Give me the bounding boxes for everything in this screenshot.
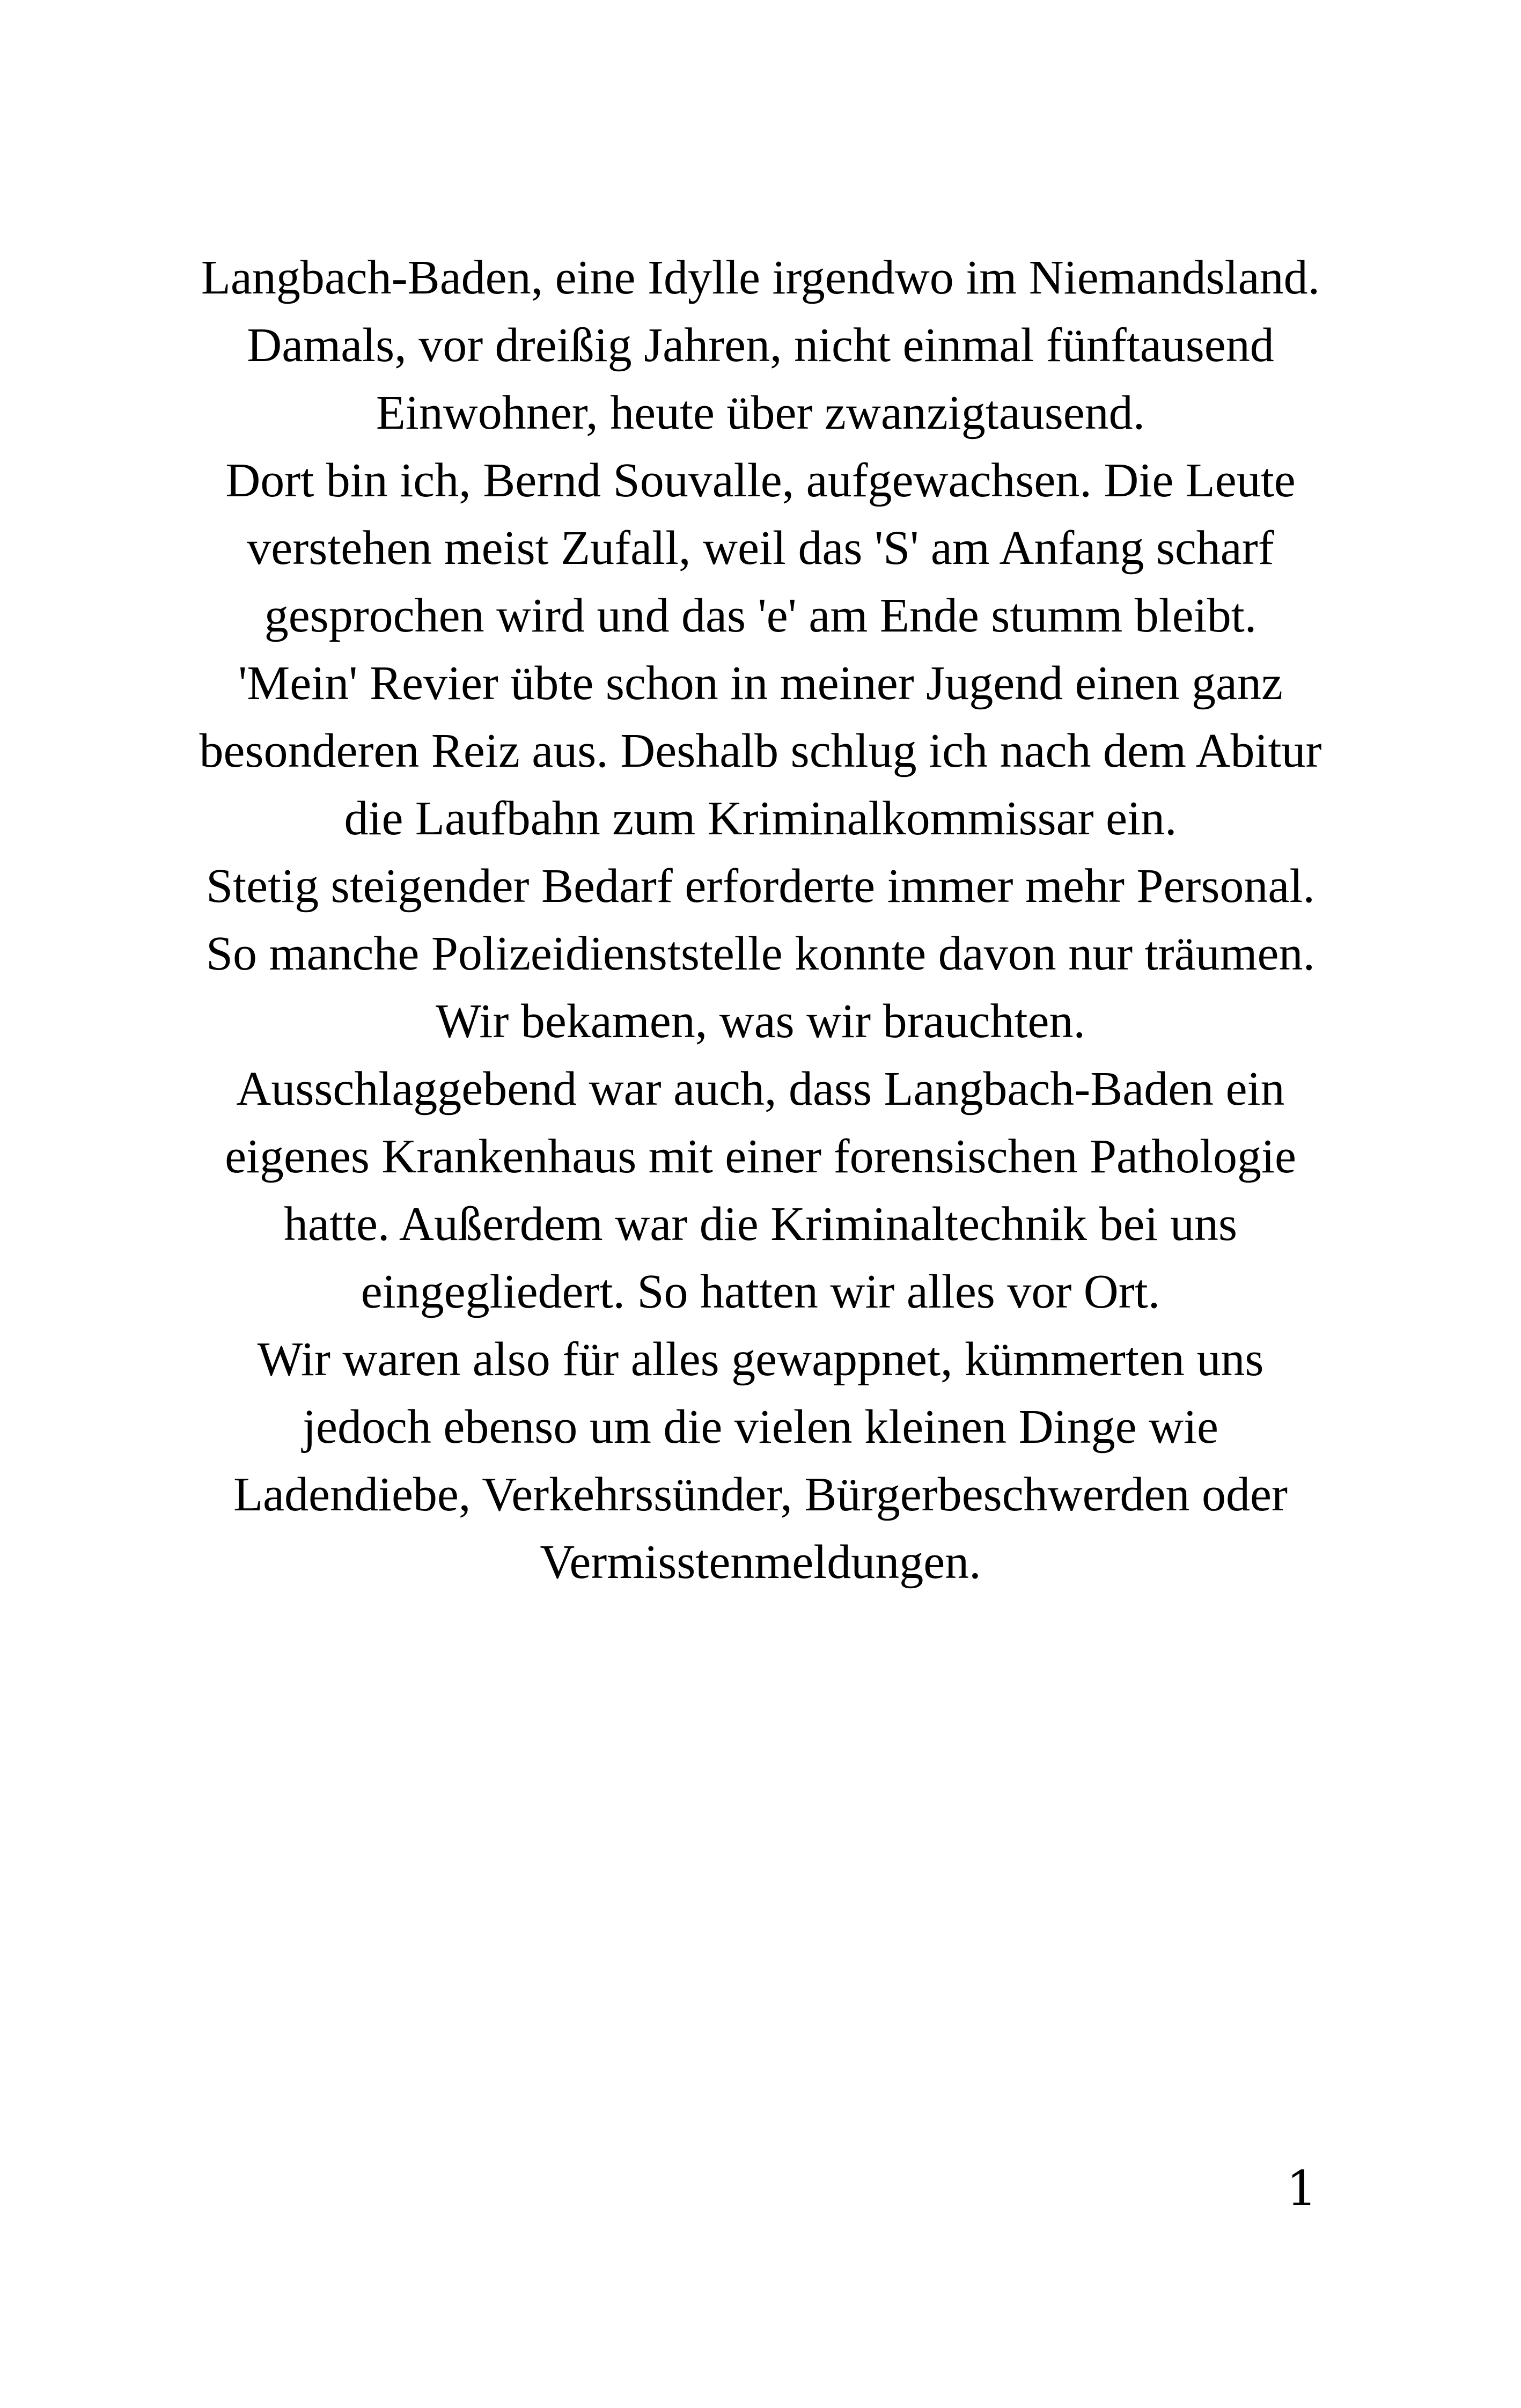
text-line: jedoch ebenso um die vielen kleinen Dinge wie (303, 1400, 1218, 1453)
text-line: besonderen Reiz aus. Deshalb schlug ich nach dem Abitur (199, 724, 1322, 777)
text-line: gesprochen wird und das 'e' am Ende stumm bleibt. (264, 589, 1257, 642)
text-line: Einwohner, heute über zwanzigtausend. (376, 386, 1145, 439)
text-line: Dort bin ich, Bernd Souvalle, aufgewachsen. Die Leute (225, 454, 1296, 507)
text-line: eingegliedert. So hatten wir alles vor Ort. (361, 1265, 1160, 1318)
text-line: eigenes Krankenhaus mit einer forensischen Pathologie (225, 1130, 1296, 1183)
page-number: 1 (1286, 2161, 1317, 2217)
text-line: 'Mein' Revier übte schon in meiner Jugend einen ganz (238, 657, 1283, 710)
text-line: Vermisstenmeldungen. (540, 1536, 981, 1589)
text-line: So manche Polizeidienststelle konnte davon nur träumen. (205, 927, 1315, 980)
text-line: die Laufbahn zum Kriminalkommissar ein. (344, 792, 1177, 845)
text-line: Wir waren also für alles gewappnet, kümmerten uns (257, 1333, 1264, 1386)
text-line: Ladendiebe, Verkehrssünder, Bürgerbeschwerden oder (233, 1468, 1288, 1521)
text-line: Ausschlaggebend war auch, dass Langbach-Baden ein (236, 1062, 1285, 1115)
text-line: Langbach-Baden, eine Idylle irgendwo im Niemandsland. (201, 251, 1320, 304)
text-line: hatte. Außerdem war die Kriminaltechnik bei uns (284, 1198, 1237, 1251)
text-line: Stetig steigender Bedarf erforderte immer mehr Personal. (206, 860, 1315, 913)
body-text (161, 244, 1360, 1596)
text-line: Wir bekamen, was wir brauchten. (436, 995, 1085, 1048)
text-line: verstehen meist Zufall, weil das 'S' am Anfang scharf (247, 522, 1274, 575)
text-line: Damals, vor dreißig Jahren, nicht einmal fünftausend (247, 319, 1274, 372)
